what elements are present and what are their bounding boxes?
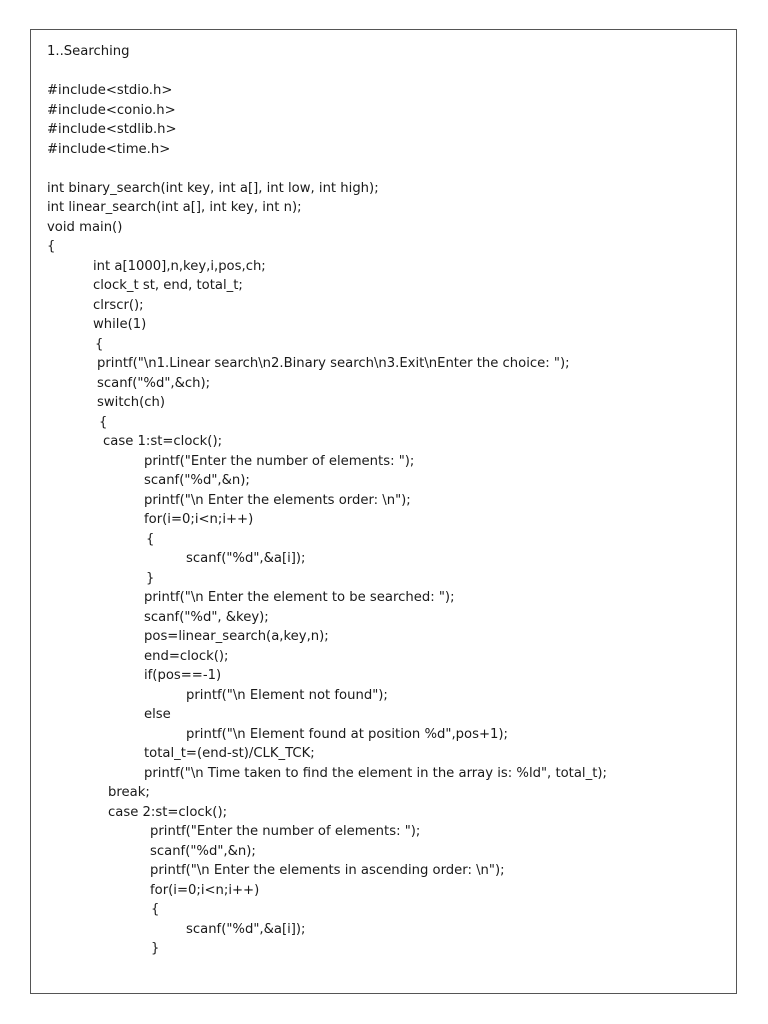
code-line: printf("Enter the number of elements: "); xyxy=(144,453,415,469)
code-line: for(i=0;i<n;i++) xyxy=(150,882,260,898)
code-line: total_t=(end-st)/CLK_TCK; xyxy=(144,746,315,761)
code-line: switch(ch) xyxy=(97,395,165,410)
code-line: #include<stdio.h> xyxy=(47,83,173,98)
code-line: scanf("%d",&a[i]); xyxy=(186,921,306,937)
code-line: void main() xyxy=(47,219,123,235)
code-line: { xyxy=(146,531,155,547)
code-line: int linear_search(int a[], int key, int n); xyxy=(47,200,302,215)
code-line: { xyxy=(99,414,108,430)
code-line: printf("Enter the number of elements: "); xyxy=(150,824,421,839)
code-line: #include<stdlib.h> xyxy=(47,122,177,137)
code-line: case 1:st=clock(); xyxy=(103,434,223,449)
code-line: end=clock(); xyxy=(144,648,229,664)
code-line: printf("\n Element found at position %d",pos+1); xyxy=(186,726,508,742)
code-line: scanf("%d",&a[i]); xyxy=(186,551,306,566)
code-listing xyxy=(47,42,607,959)
code-line: pos=linear_search(a,key,n); xyxy=(144,629,329,644)
code-line xyxy=(47,62,607,82)
code-line: scanf("%d",&n); xyxy=(150,843,256,859)
code-line: printf("\n Enter the elements in ascending order: \n"); xyxy=(150,863,505,878)
code-line: int a[1000],n,key,i,pos,ch; xyxy=(93,258,266,274)
code-line: #include<conio.h> xyxy=(47,102,176,118)
code-line: } xyxy=(151,941,160,956)
code-line: scanf("%d", &key); xyxy=(144,609,269,625)
code-line: { xyxy=(151,902,160,917)
code-line: clrscr(); xyxy=(93,297,144,313)
code-line: clock_t st, end, total_t; xyxy=(93,278,243,293)
code-line: } xyxy=(146,570,155,586)
code-line: scanf("%d",&ch); xyxy=(97,375,211,391)
code-line: scanf("%d",&n); xyxy=(144,473,250,488)
code-line: if(pos==-1) xyxy=(144,668,222,683)
code-line: else xyxy=(144,707,171,722)
code-line xyxy=(47,159,607,179)
code-line: #include<time.h> xyxy=(47,141,171,157)
code-line: for(i=0;i<n;i++) xyxy=(144,512,254,527)
code-line: case 2:st=clock(); xyxy=(108,804,228,820)
code-line: while(1) xyxy=(93,317,147,332)
code-line: printf("\n Time taken to find the element in the array is: %ld", total_t); xyxy=(144,765,607,781)
code-line: printf("\n1.Linear search\n2.Binary search\n3.Exit\nEnter the choice: "); xyxy=(97,356,570,371)
code-line: printf("\n Enter the elements order: \n"); xyxy=(144,492,411,508)
code-line: printf("\n Element not found"); xyxy=(186,687,388,703)
code-line: int binary_search(int key, int a[], int low, int high); xyxy=(47,180,379,196)
code-line: break; xyxy=(108,785,150,800)
code-line: printf("\n Enter the element to be searched: "); xyxy=(144,590,455,605)
code-line: { xyxy=(95,336,104,352)
document-title: 1..Searching xyxy=(47,44,130,59)
code-line: { xyxy=(47,239,56,254)
